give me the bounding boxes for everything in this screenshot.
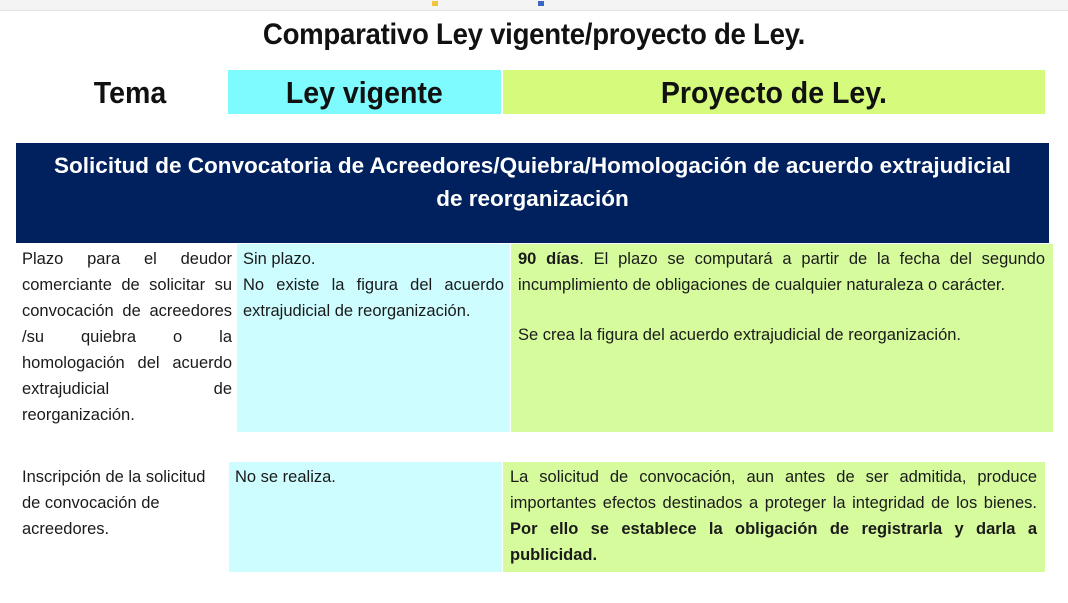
row-1-proyecto-text: . El plazo se computará a partir de la fecha del segundo incumplimiento de obligaciones de cualquier naturaleza o carácter. — [518, 250, 1045, 294]
section-heading-line2: de reorganización — [436, 186, 629, 211]
section-heading — [16, 143, 1049, 243]
table-row-1-proyecto — [511, 244, 1053, 432]
viewer-top-strip — [0, 0, 1068, 11]
table-row-2-tema: Inscripción de la solicitud de convocación de acreedores. — [16, 462, 228, 572]
row-1-proyecto-text-2: Se crea la figura del acuerdo extrajudicial de reorganización. — [518, 326, 962, 344]
table-row-2-proyecto — [503, 462, 1045, 572]
table-row-1-ley-vigente — [237, 244, 510, 432]
row-2-ley-text-1: No se realiza. — [235, 468, 336, 486]
toolbar-icon — [432, 1, 438, 6]
table-row-1-tema: Plazo para el deudor comerciante de solicitar su convocación de acreedores /su quiebra o la homologación del acuerdo extrajudicial de reorganización. — [16, 244, 236, 432]
row-2-proyecto-text: La solicitud de convocación, aun antes de ser admitida, produce importantes efectos destinados a proteger la integridad de los bienes. — [510, 468, 1037, 512]
proyecto-label: Proyecto de Ley. — [660, 75, 888, 110]
table-row-2-ley-vigente — [229, 462, 502, 572]
slide-title: Comparativo Ley vigente/proyecto de Ley. — [262, 18, 806, 51]
toolbar-icon — [538, 1, 544, 6]
row-2-proyecto-bold: Por ello se establece la obligación de registrarla y darla a publicidad. — [510, 520, 1037, 564]
row-1-proyecto-bold: 90 días — [518, 250, 580, 268]
column-header-proyecto — [503, 70, 1045, 114]
row-1-ley-text-1: Sin plazo. — [243, 250, 316, 268]
section-heading-line1: Solicitud de Convocatoria de Acreedores/Quiebra/Homologación de acuerdo extrajudicial — [54, 153, 1011, 178]
column-header-tema: Tema — [93, 75, 167, 110]
ley-vigente-label: Ley vigente — [286, 75, 443, 110]
row-1-ley-text-2: No existe la figura del acuerdo extrajudicial de reorganización. — [243, 276, 504, 320]
column-header-ley-vigente — [228, 70, 501, 114]
